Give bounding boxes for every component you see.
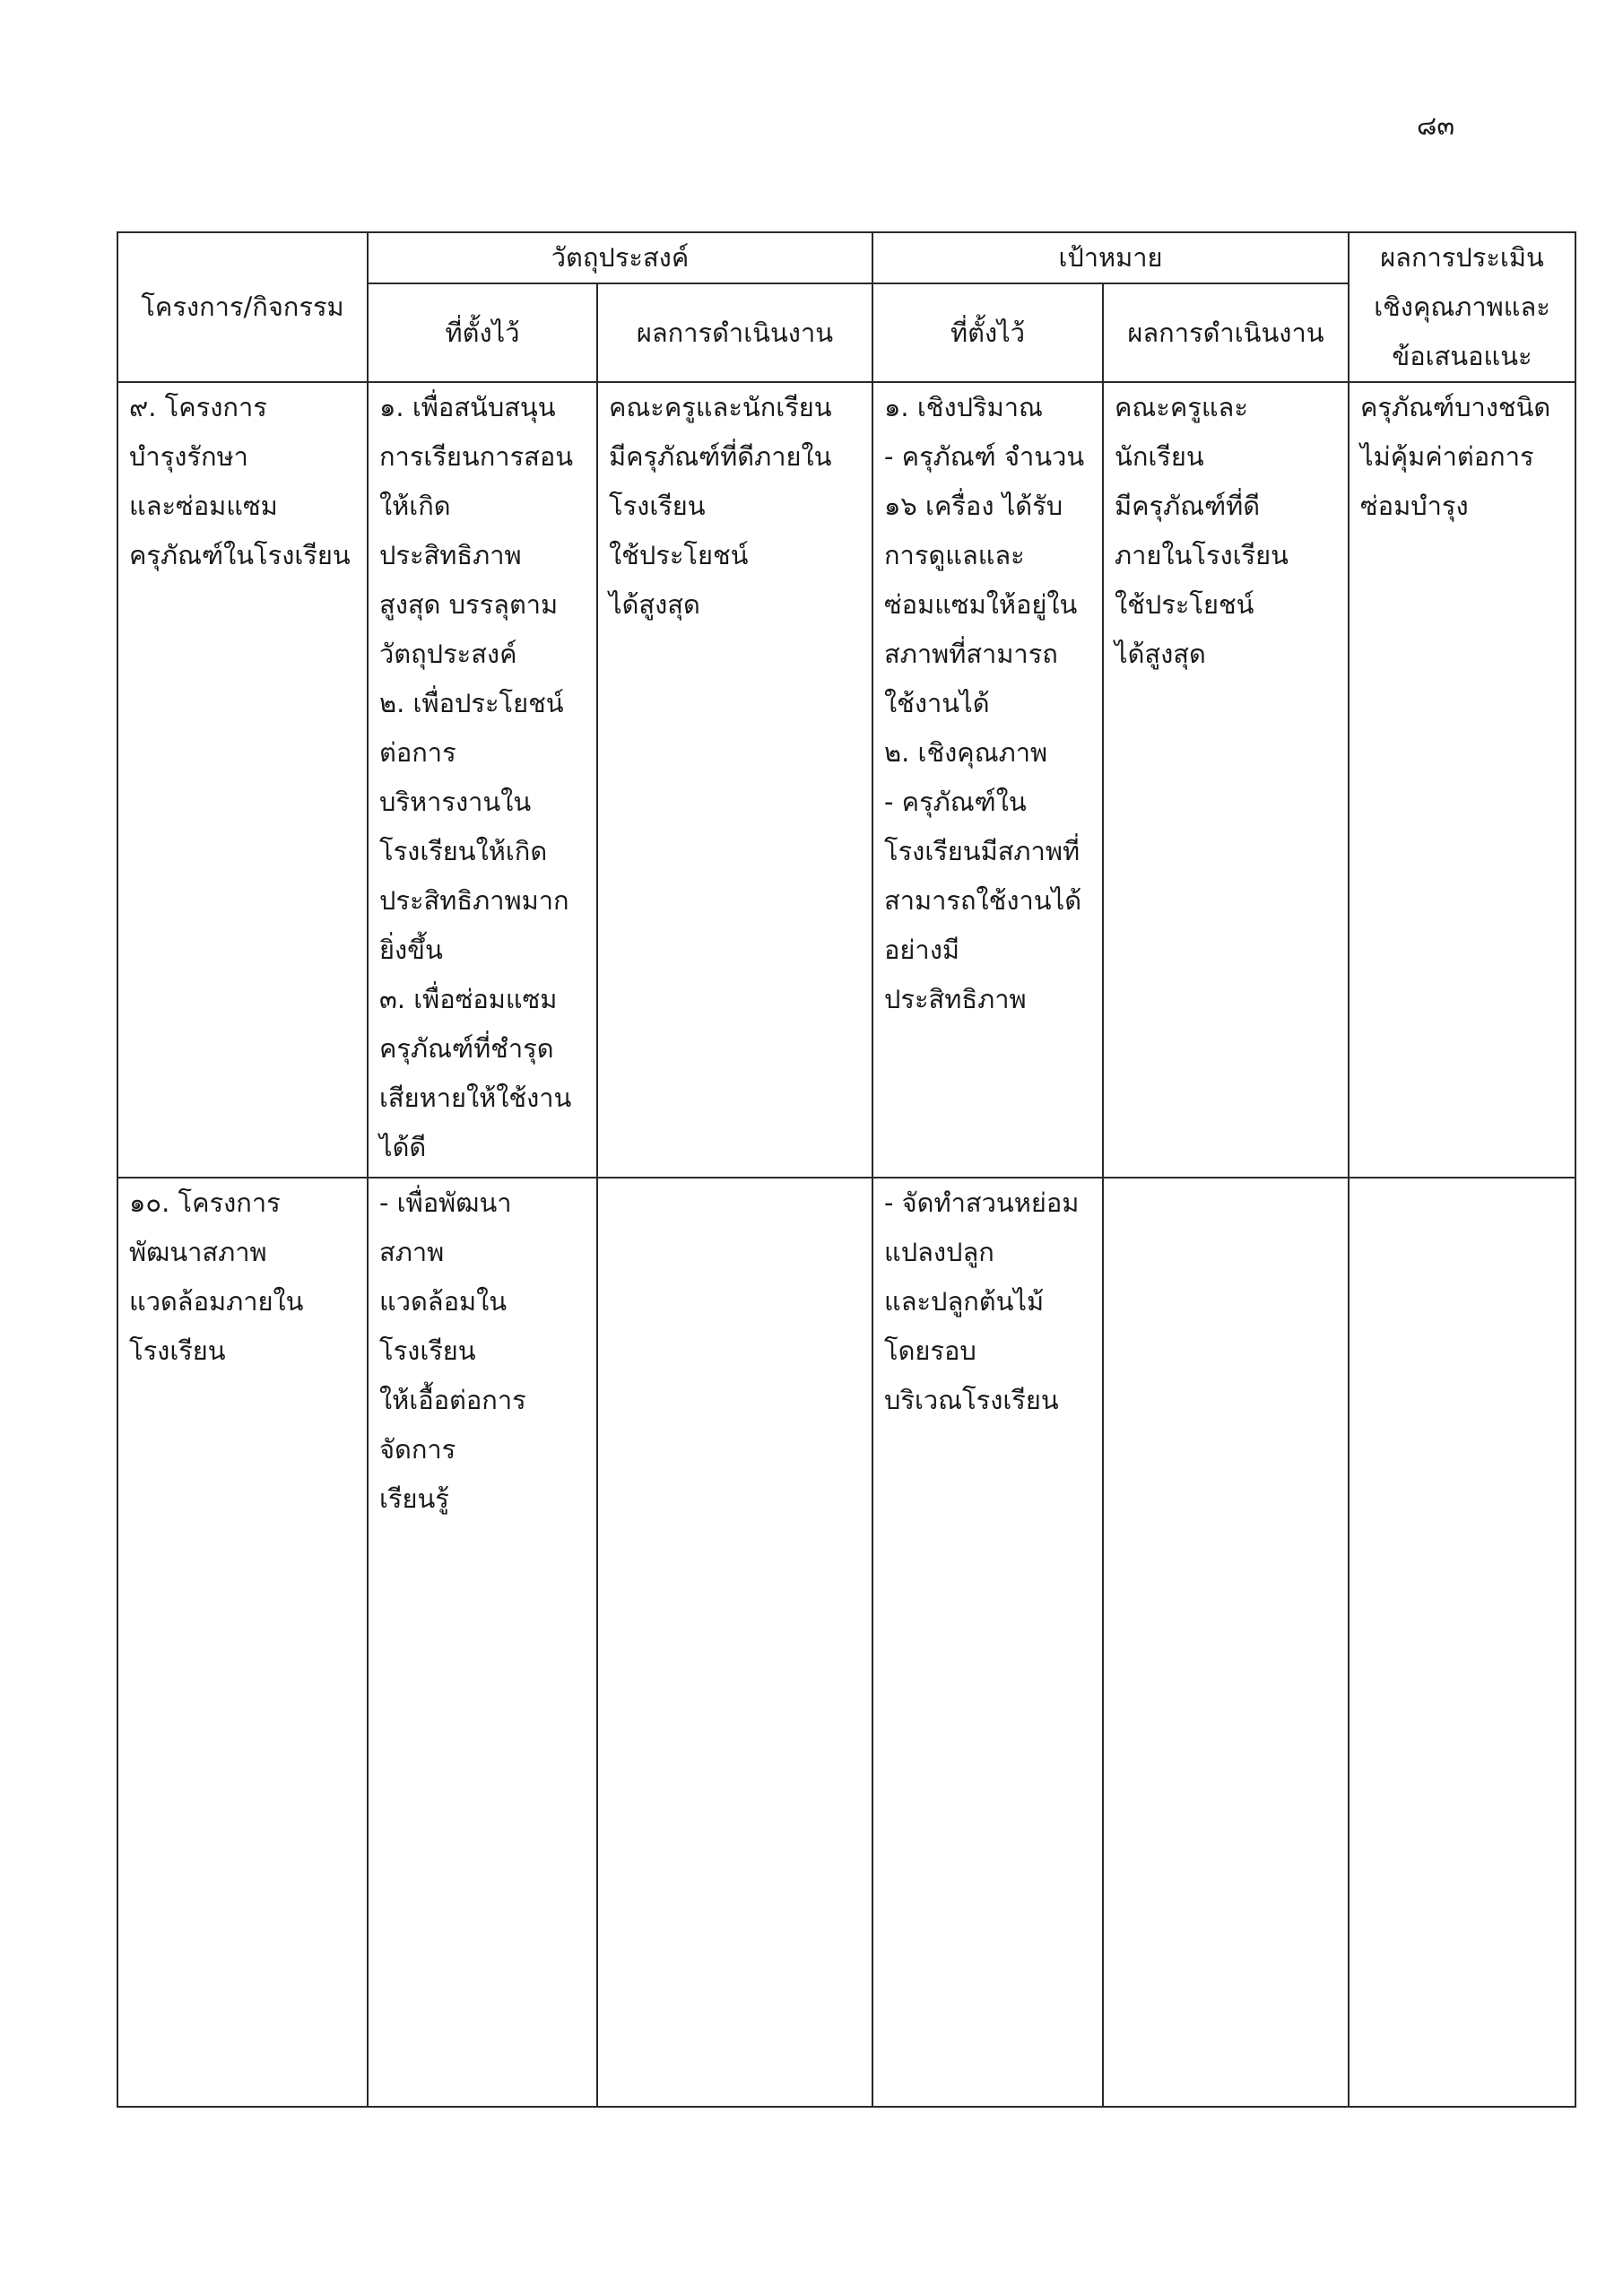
project-evaluation-table (117, 231, 1576, 2108)
cell-evaluation (1349, 1178, 1575, 2107)
header-evaluation (1349, 232, 1575, 382)
cell-project: ๙. โครงการ บำรุงรักษา และซ่อมแซม ครุภัณฑ์ในโรงเรียน (117, 382, 368, 1178)
header-evaluation-line-2: เชิงคุณภาพและ (1374, 291, 1550, 322)
header-objective-result: ผลการดำเนินงาน (597, 283, 872, 382)
cell-evaluation: ครุภัณฑ์บางชนิด ไม่คุ้มค่าต่อการ ซ่อมบำรุง (1349, 382, 1575, 1178)
header-objective: วัตถุประสงค์ (368, 232, 872, 283)
cell-objective-result (597, 1178, 872, 2107)
header-target: เป้าหมาย (872, 232, 1349, 283)
header-evaluation-line-3: ข้อเสนอแนะ (1392, 341, 1532, 371)
cell-target-result (1103, 1178, 1349, 2107)
header-target-set: ที่ตั้งไว้ (872, 283, 1103, 382)
header-row-top (117, 232, 1575, 283)
table-row (117, 1178, 1575, 2107)
page-number: ๘๓ (1417, 110, 1455, 141)
cell-target-set: ๑. เชิงปริมาณ - ครุภัณฑ์ จำนวน ๑๖ เครื่อง ได้รับ การดูแลและ ซ่อมแซมให้อยู่ใน สภาพที่สามารถ ใช้งานได้ ๒. เชิงคุณภาพ - ครุภัณฑ์ใน โรงเรียนมีสภาพที่ สามารถใช้งานได้ อย่างมี ประสิทธิภาพ (872, 382, 1103, 1178)
cell-objective-result: คณะครูและนักเรียน มีครุภัณฑ์ที่ดีภายใน โรงเรียน ใช้ประโยชน์ ได้สูงสุด (597, 382, 872, 1178)
cell-project: ๑๐. โครงการ พัฒนาสภาพ แวดล้อมภายใน โรงเรียน (117, 1178, 368, 2107)
cell-objective-set: - เพื่อพัฒนา สภาพ แวดล้อมใน โรงเรียน ให้เอื้อต่อการ จัดการ เรียนรู้ (368, 1178, 597, 2107)
header-evaluation-line-1: ผลการประเมิน (1380, 242, 1544, 273)
header-project: โครงการ/กิจกรรม (117, 232, 368, 382)
table-row (117, 382, 1575, 1178)
header-objective-set: ที่ตั้งไว้ (368, 283, 597, 382)
cell-objective-set: ๑. เพื่อสนับสนุน การเรียนการสอน ให้เกิด ประสิทธิภาพ สูงสุด บรรลุตาม วัตถุประสงค์ ๒. เพื่อประโยชน์ ต่อการ บริหารงานใน โรงเรียนให้เกิด ประสิทธิภาพมาก ยิ่งขึ้น ๓. เพื่อซ่อมแซม ครุภัณฑ์ที่ชำรุด เสียหายให้ใช้งาน ได้ดี (368, 382, 597, 1178)
header-target-result: ผลการดำเนินงาน (1103, 283, 1349, 382)
cell-target-set: - จัดทำสวนหย่อม แปลงปลูก และปลูกต้นไม้ โดยรอบ บริเวณโรงเรียน (872, 1178, 1103, 2107)
cell-target-result: คณะครูและ นักเรียน มีครุภัณฑ์ที่ดี ภายในโรงเรียน ใช้ประโยชน์ ได้สูงสุด (1103, 382, 1349, 1178)
